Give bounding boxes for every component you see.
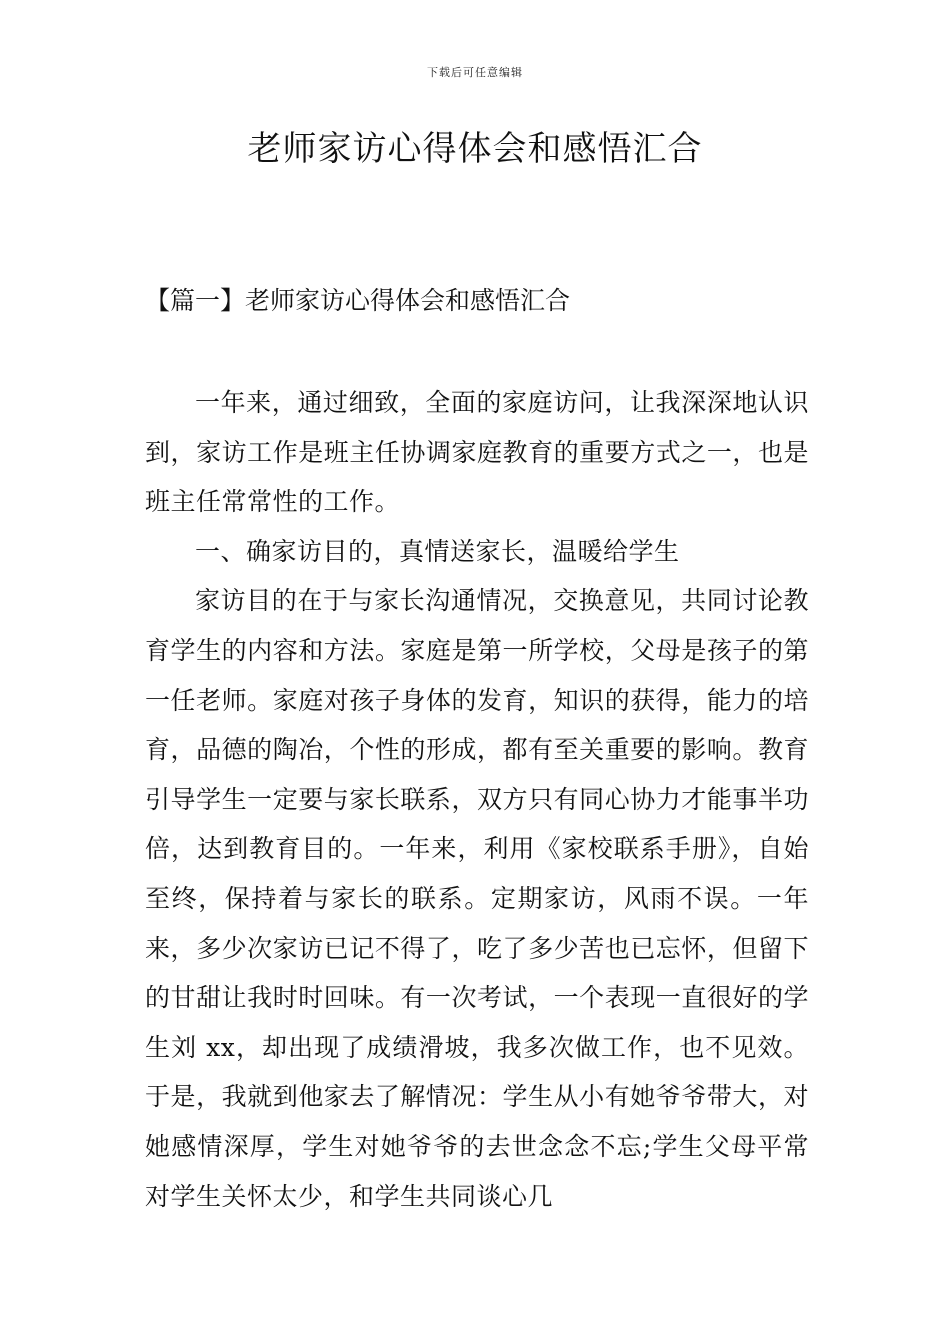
paragraph-main: 家访目的在于与家长沟通情况，交换意见，共同讨论教育学生的内容和方法。家庭是第一所学校，父母是孩子的第一任老师。家庭对孩子身体的发育，知识的获得，能力的培育，品德的陶冶，个性的形成，都有至关重要的影响。教育引导学生一定要与家长联系，双方只有同心协力才能事半功倍，达到教育目的。一年来，利用《家校联系手册》，自始至终，保持着与家长的联系。定期家访，风雨不误。一年来，多少次家访已记不得了，吃了多少苦也已忘怀，但留下的甘甜让我时时回味。有一次考试，一个表现一直很好的学生刘 xx，却出现了成绩滑坡，我多次做工作，也不见效。于是，我就到他家去了解情况：学生从小有她爷爷带大，对她感情深厚，学生对她爷爷的去世念念不忘;学生父母平常对学生关怀太少，和学生共同谈心几: [145, 586, 809, 1211]
body-text: [145, 378, 809, 1221]
header-note: 下载后可任意编辑: [427, 66, 523, 79]
section-heading: 【篇一】老师家访心得体会和感悟汇合: [145, 286, 571, 315]
paragraph-intro: 一年来，通过细致，全面的家庭访问，让我深深地认识到，家访工作是班主任协调家庭教育的重要方式之一，也是班主任常常性的工作。: [145, 388, 809, 517]
paragraph-subheading: 一、确家访目的，真情送家长，温暖给学生: [195, 536, 680, 566]
document-title: 老师家访心得体会和感悟汇合: [247, 129, 703, 169]
